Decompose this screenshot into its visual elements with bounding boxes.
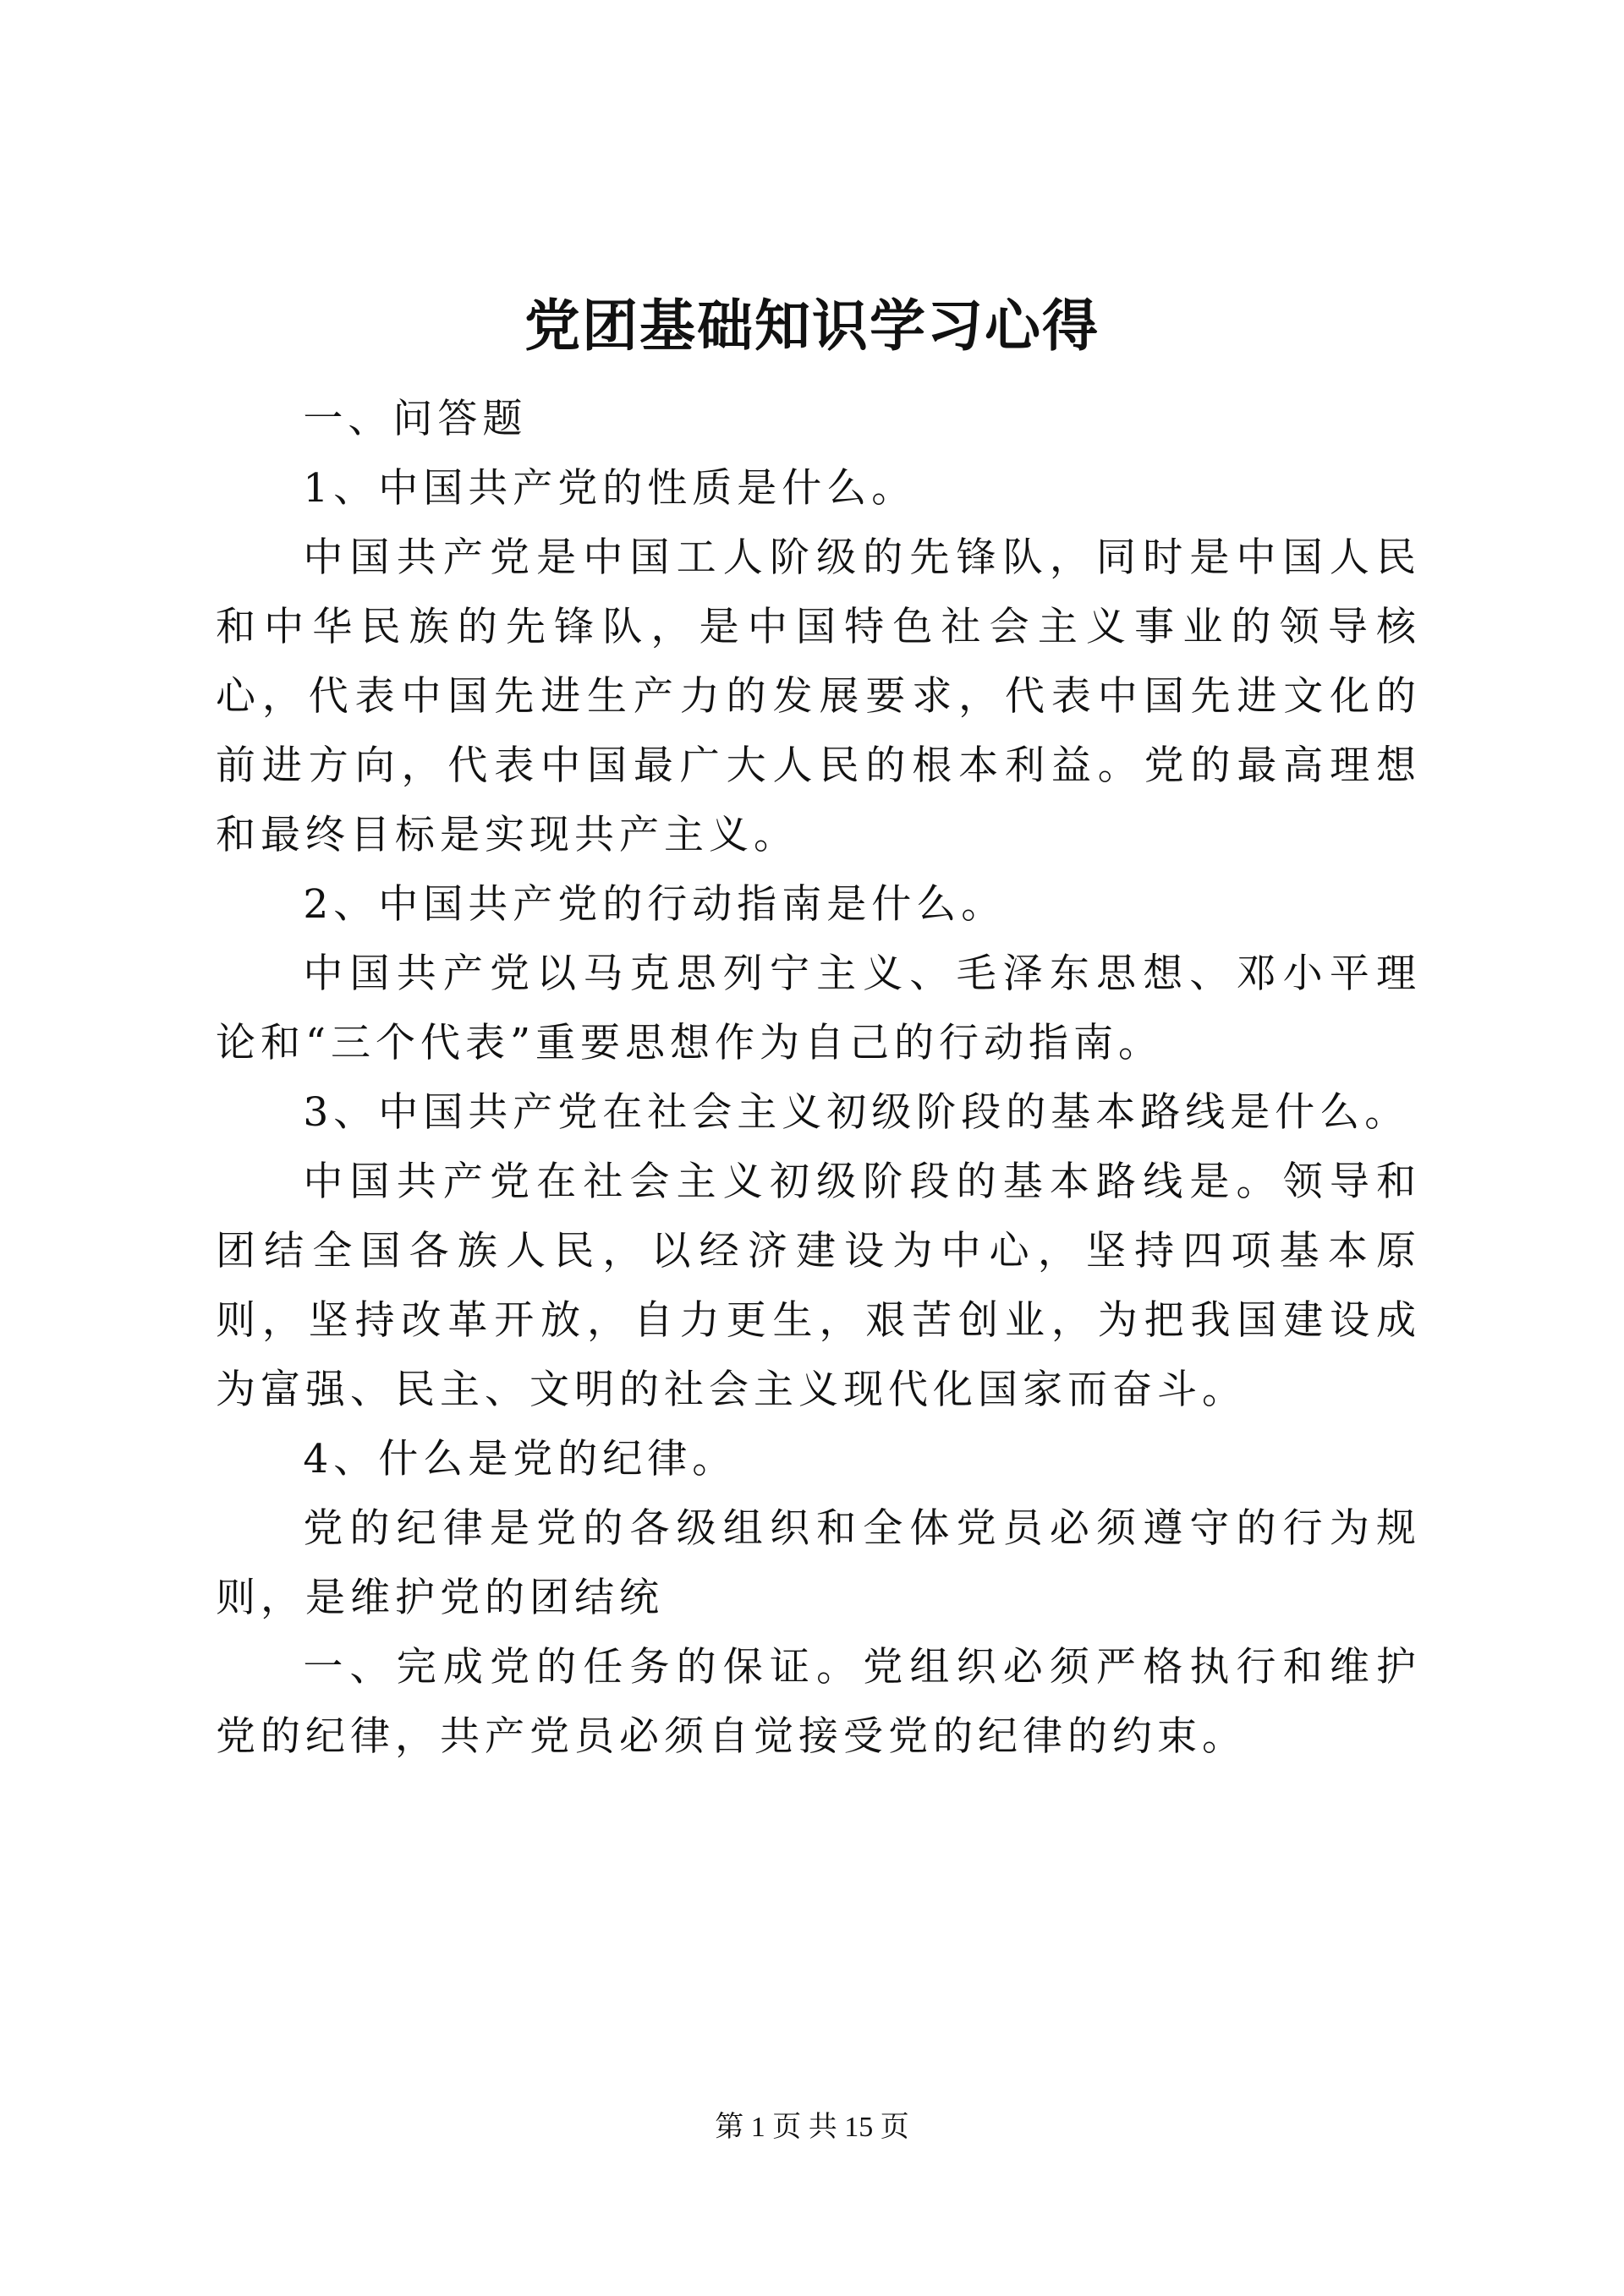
question-1: 1、中国共产党的性质是什么。 [303, 465, 917, 512]
page-footer [0, 2107, 1624, 2148]
question-3: 3、中国共产党在社会主义初级阶段的基本路线是什么。 [303, 1089, 1410, 1136]
answer-4-continued: 一、完成党的任务的保证。党组织必须严格执行和维护党的纪律，共产党员必须自觉接受党的纪律的约束。 [216, 1644, 1421, 1760]
question-2: 2、中国共产党的行动指南是什么。 [303, 881, 1007, 928]
document-body [216, 385, 1421, 1772]
answer-2: 中国共产党以马克思列宁主义、毛泽东思想、邓小平理论和“三个代表”重要思想作为自己的行动指南。 [216, 951, 1421, 1066]
page-number-label: 第 1 页 共 15 页 [715, 2112, 909, 2143]
answer-1: 中国共产党是中国工人阶级的先锋队，同时是中国人民和中华民族的先锋队，是中国特色社会主义事业的领导核心，代表中国先进生产力的发展要求，代表中国先进文化的前进方向，代表中国最广大人民的根本利益。党的最高理想和最终目标是实现共产主义。 [216, 534, 1421, 858]
answer-3: 中国共产党在社会主义初级阶段的基本路线是。领导和团结全国各族人民，以经济建设为中心，坚持四项基本原则，坚持改革开放，自力更生，艰苦创业，为把我国建设成为富强、民主、文明的社会主义现代化国家而奋斗。 [216, 1159, 1421, 1413]
section-heading: 一、问答题 [303, 396, 528, 442]
document-title: 党团基础知识学习心得 [524, 293, 1100, 359]
answer-4: 党的纪律是党的各级组织和全体党员必须遵守的行为规则，是维护党的团结统 [216, 1505, 1421, 1621]
question-4: 4、什么是党的纪律。 [303, 1436, 738, 1482]
